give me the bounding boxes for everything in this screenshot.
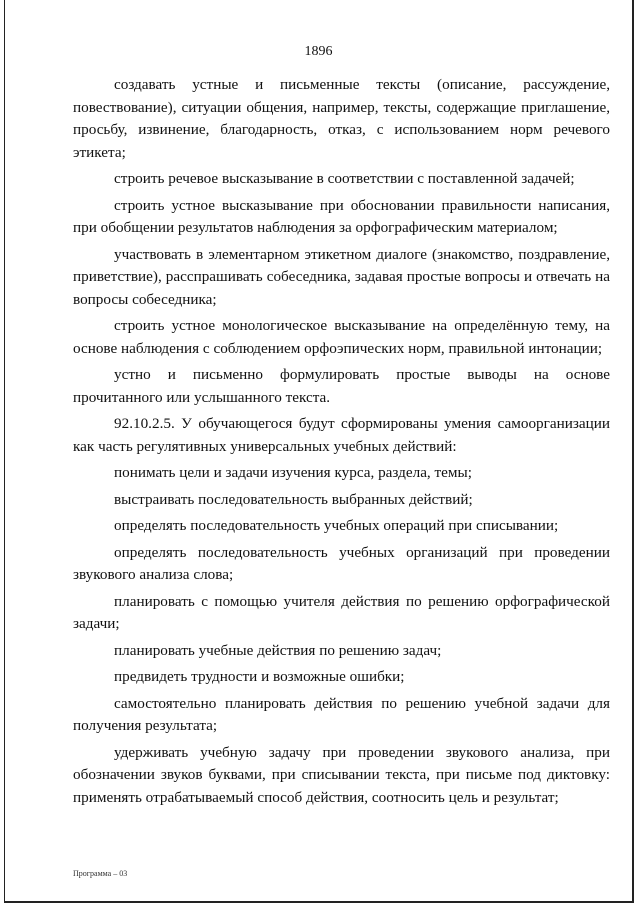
paragraph: определять последовательность учебных организаций при проведении звукового анализа слова; [73,543,610,583]
page-number: 1896 [304,44,333,59]
document-page [4,0,634,903]
paragraph: самостоятельно планировать действия по решению учебной задачи для получения результата; [73,694,610,734]
paragraph: планировать с помощью учителя действия по решению орфографической задачи; [73,592,610,632]
paragraph: строить устное высказывание при обосновании правильности написания, при обобщении результатов наблюдения за орфографическим материалом; [73,196,610,236]
paragraph: создавать устные и письменные тексты (описание, рассуждение, повествование), ситуации общения, например, тексты, содержащие приглашение, просьбу, извинение, благодарность, отказ, с использованием норм речевого этикета; [73,76,610,161]
paragraph: определять последовательность учебных операций при списывании; [114,517,559,534]
paragraph: выстраивать последовательность выбранных действий; [114,490,473,508]
footer-program-label: Программа – 03 [73,869,128,878]
paragraph: строить речевое высказывание в соответствии с поставленной задачей; [114,170,575,187]
paragraph: удерживать учебную задачу при проведении звукового анализа, при обозначении звуков буквами, при списывании текста, при письме под диктовку: применять отрабатываемый способ действия, соотносить цель и результат; [73,743,610,806]
body-text [73,74,610,813]
paragraph: понимать цели и задачи изучения курса, раздела, темы; [114,464,472,481]
paragraph: участвовать в элементарном этикетном диалоге (знакомство, поздравление, приветствие), расспрашивать собеседника, задавая простые вопросы и отвечать на вопросы собеседника; [73,245,610,308]
paragraph: строить устное монологическое высказывание на определённую тему, на основе наблюдения с соблюдением орфоэпических норм, правильной интонации; [73,317,610,357]
section-paragraph: 92.10.2.5. У обучающегося будут сформированы умения самоорганизации как часть регулятивных универсальных учебных действий: [73,415,610,455]
paragraph: устно и письменно формулировать простые выводы на основе прочитанного или услышанного текста. [73,366,610,406]
paragraph: предвидеть трудности и возможные ошибки; [114,668,405,685]
paragraph: планировать учебные действия по решению задач; [114,641,442,659]
